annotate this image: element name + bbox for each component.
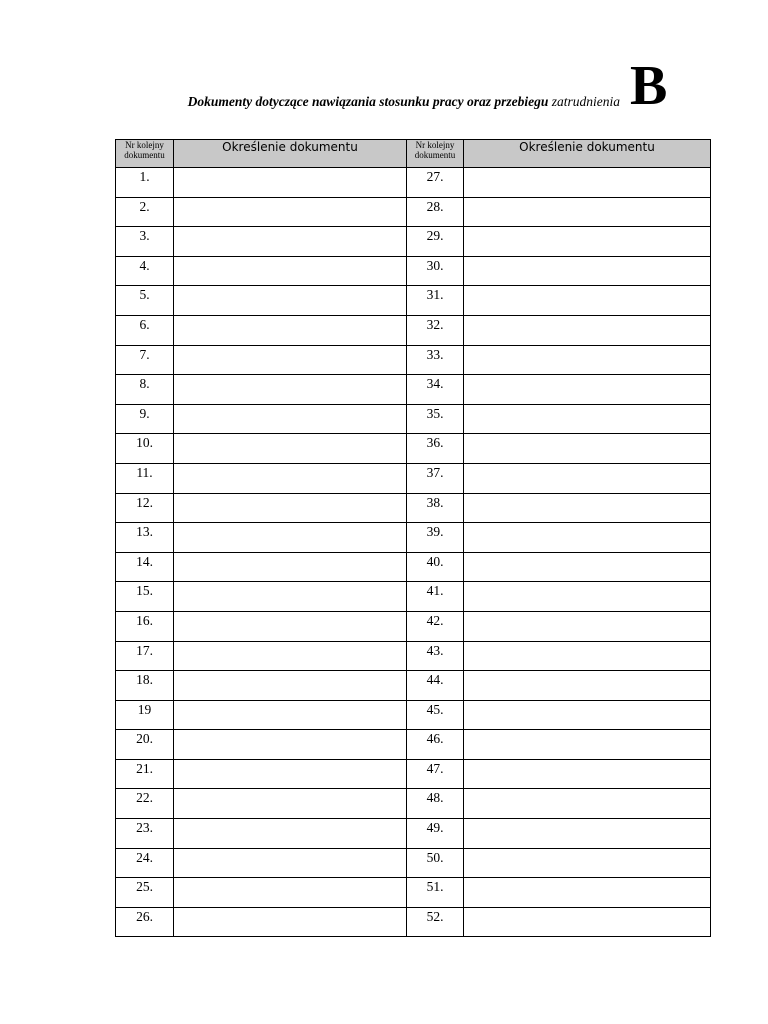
row-number-right: 42. [407,611,464,641]
table-row [116,315,711,345]
nr-header-right [407,140,464,168]
document-description-cell-left[interactable] [174,463,407,493]
row-number-left: 24. [116,848,174,878]
document-description-cell-left[interactable] [174,493,407,523]
document-description-cell-right[interactable] [464,641,711,671]
document-description-cell-left[interactable] [174,434,407,464]
document-description-cell-right[interactable] [464,611,711,641]
table-row [116,286,711,316]
row-number-right: 46. [407,730,464,760]
document-description-cell-right[interactable] [464,345,711,375]
table-row [116,345,711,375]
table-row [116,168,711,198]
document-description-cell-right[interactable] [464,700,711,730]
row-number-left: 6. [116,315,174,345]
document-description-cell-left[interactable] [174,256,407,286]
row-number-left: 10. [116,434,174,464]
row-number-left: 21. [116,759,174,789]
row-number-left: 14. [116,552,174,582]
table-row [116,700,711,730]
document-description-cell-left[interactable] [174,848,407,878]
nr-header-line1: Nr kolejny [415,140,455,150]
document-description-cell-left[interactable] [174,168,407,198]
document-description-cell-left[interactable] [174,878,407,908]
row-number-left: 9. [116,404,174,434]
document-description-cell-right[interactable] [464,552,711,582]
table-row [116,759,711,789]
row-number-right: 40. [407,552,464,582]
row-number-left: 1. [116,168,174,198]
table-row [116,434,711,464]
table-row [116,730,711,760]
document-description-cell-left[interactable] [174,582,407,612]
document-description-cell-left[interactable] [174,611,407,641]
table-row [116,819,711,849]
document-description-cell-right[interactable] [464,759,711,789]
document-description-cell-right[interactable] [464,819,711,849]
row-number-right: 39. [407,523,464,553]
row-number-right: 49. [407,819,464,849]
row-number-left: 19 [116,700,174,730]
document-register-table [115,139,711,937]
row-number-left: 12. [116,493,174,523]
description-header-right: Określenie dokumentu [464,140,711,168]
table-row [116,463,711,493]
row-number-left: 23. [116,819,174,849]
row-number-right: 51. [407,878,464,908]
row-number-left: 17. [116,641,174,671]
document-description-cell-left[interactable] [174,315,407,345]
document-description-cell-right[interactable] [464,907,711,937]
document-description-cell-left[interactable] [174,523,407,553]
row-number-left: 22. [116,789,174,819]
description-header-left: Określenie dokumentu [174,140,407,168]
table-row [116,493,711,523]
document-description-cell-right[interactable] [464,286,711,316]
row-number-right: 32. [407,315,464,345]
document-description-cell-right[interactable] [464,168,711,198]
document-description-cell-left[interactable] [174,730,407,760]
document-description-cell-right[interactable] [464,315,711,345]
document-description-cell-right[interactable] [464,197,711,227]
document-description-cell-left[interactable] [174,197,407,227]
row-number-right: 41. [407,582,464,612]
document-description-cell-right[interactable] [464,375,711,405]
table-row [116,641,711,671]
row-number-left: 4. [116,256,174,286]
document-description-cell-right[interactable] [464,878,711,908]
document-description-cell-left[interactable] [174,759,407,789]
table-row [116,523,711,553]
row-number-right: 48. [407,789,464,819]
row-number-right: 38. [407,493,464,523]
document-description-cell-left[interactable] [174,286,407,316]
document-title [0,94,620,110]
row-number-right: 29. [407,227,464,257]
row-number-right: 44. [407,671,464,701]
document-title-bold: Dokumenty dotyczące nawiązania stosunku pracy oraz przebiegu [187,94,549,109]
document-description-cell-right[interactable] [464,848,711,878]
document-description-cell-right[interactable] [464,493,711,523]
document-description-cell-right[interactable] [464,227,711,257]
row-number-left: 13. [116,523,174,553]
table-row [116,878,711,908]
document-description-cell-left[interactable] [174,700,407,730]
row-number-left: 25. [116,878,174,908]
nr-header-left [116,140,174,168]
table-row [116,907,711,937]
document-description-cell-right[interactable] [464,434,711,464]
row-number-left: 15. [116,582,174,612]
row-number-left: 3. [116,227,174,257]
document-description-cell-left[interactable] [174,641,407,671]
document-description-cell-left[interactable] [174,552,407,582]
row-number-left: 11. [116,463,174,493]
row-number-right: 34. [407,375,464,405]
row-number-left: 5. [116,286,174,316]
document-description-cell-left[interactable] [174,671,407,701]
row-number-right: 33. [407,345,464,375]
row-number-left: 8. [116,375,174,405]
table-row [116,256,711,286]
document-description-cell-right[interactable] [464,730,711,760]
table-row [116,552,711,582]
document-description-cell-right[interactable] [464,523,711,553]
document-description-cell-right[interactable] [464,671,711,701]
document-description-cell-right[interactable] [464,256,711,286]
row-number-right: 31. [407,286,464,316]
table-header-row [116,140,711,168]
table-row [116,227,711,257]
table-row [116,375,711,405]
row-number-left: 20. [116,730,174,760]
row-number-right: 35. [407,404,464,434]
row-number-right: 36. [407,434,464,464]
row-number-right: 50. [407,848,464,878]
table-row [116,789,711,819]
row-number-right: 52. [407,907,464,937]
document-description-cell-right[interactable] [464,463,711,493]
table-row [116,404,711,434]
row-number-right: 27. [407,168,464,198]
document-description-cell-left[interactable] [174,819,407,849]
nr-header-line1: Nr kolejny [125,140,164,150]
document-description-cell-left[interactable] [174,227,407,257]
row-number-left: 16. [116,611,174,641]
document-description-cell-right[interactable] [464,789,711,819]
table-row [116,582,711,612]
document-description-cell-left[interactable] [174,907,407,937]
document-description-cell-right[interactable] [464,582,711,612]
document-description-cell-left[interactable] [174,789,407,819]
row-number-left: 26. [116,907,174,937]
document-description-cell-right[interactable] [464,404,711,434]
row-number-right: 30. [407,256,464,286]
table-body [116,168,711,937]
table-row [116,197,711,227]
table-row [116,671,711,701]
row-number-right: 37. [407,463,464,493]
row-number-right: 28. [407,197,464,227]
document-title-rest: zatrudnienia [551,94,620,109]
row-number-right: 47. [407,759,464,789]
row-number-right: 43. [407,641,464,671]
nr-header-line2: dokumentu [124,150,165,160]
document-description-cell-left[interactable] [174,375,407,405]
nr-header-line2: dokumentu [414,150,456,160]
section-letter: B [630,55,668,117]
row-number-left: 2. [116,197,174,227]
table-row [116,611,711,641]
row-number-left: 7. [116,345,174,375]
document-description-cell-left[interactable] [174,345,407,375]
row-number-left: 18. [116,671,174,701]
document-description-cell-left[interactable] [174,404,407,434]
row-number-right: 45. [407,700,464,730]
table-row [116,848,711,878]
